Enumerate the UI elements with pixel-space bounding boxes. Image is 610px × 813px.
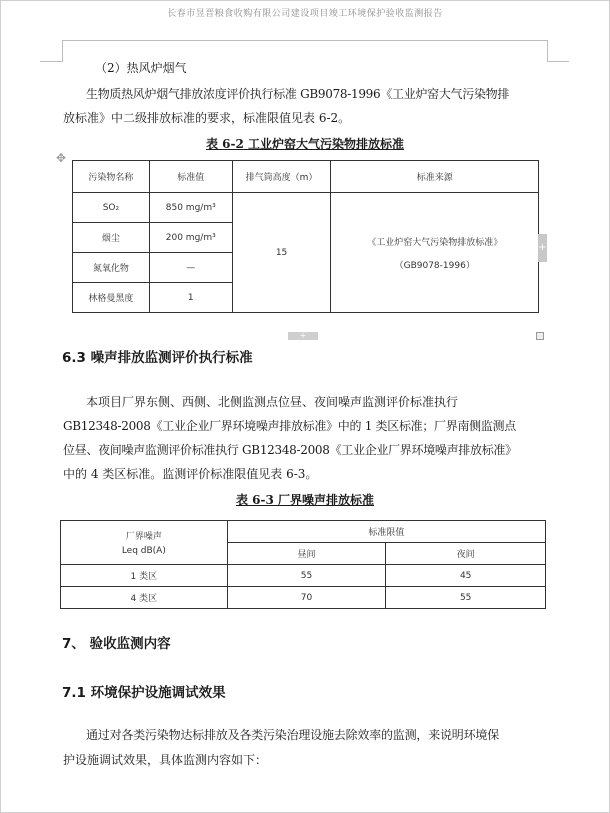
value-cell: 850 mg/m³ [149, 193, 232, 223]
paragraph-line: 位昼、夜间噪声监测评价标准执行 GB12348-2008《工业企业厂界环境噪声排放标准》 [63, 443, 517, 457]
header-line: 厂界噪声 [125, 532, 162, 542]
paragraph-line: 本项目厂界东侧、西侧、北侧监测点位昼、夜间噪声监测评价标准执行 [86, 395, 459, 409]
value-cell: 200 mg/m³ [149, 223, 232, 253]
add-column-handle-icon[interactable]: + [538, 234, 547, 262]
crop-mark-top-left-h [40, 61, 62, 62]
table-header-row [61, 521, 546, 543]
table-resize-handle-icon[interactable] [536, 332, 544, 340]
paragraph-line: 生物质热风炉烟气排放浓度评价执行标准 GB9078-1996《工业炉窑大气污染物排 [86, 87, 510, 101]
table-header-cell: 污染物名称 [73, 161, 150, 193]
source-line: （GB9078-1996） [394, 260, 475, 271]
paragraph-line: 护设施调试效果，具体监测内容如下： [63, 753, 268, 767]
stack-height-cell: 15 [232, 193, 331, 313]
value-cell: — [149, 253, 232, 283]
table-6-3 [60, 520, 546, 609]
paragraph-line: 中的 4 类区标准。监测评价标准限值见表 6-3。 [63, 467, 318, 481]
noise-metric-header [61, 521, 228, 565]
day-header: 昼间 [227, 543, 386, 565]
table-header-cell: 排气筒高度（m） [232, 161, 331, 193]
day-value-cell: 55 [227, 565, 386, 587]
zone-cell: 1 类区 [61, 565, 228, 587]
paragraph-line: 放标准》中二级排放标准的要求，标准限值见表 6-2。 [63, 111, 351, 125]
table-header-cell: 标准来源 [331, 161, 539, 193]
zone-cell: 4 类区 [61, 587, 228, 609]
day-value-cell: 70 [227, 587, 386, 609]
subheading-hot-air: （2）热风炉烟气 [95, 61, 187, 75]
running-header: 长春市昱晋粮食收购有限公司建设项目竣工环境保护验收监测报告 [167, 9, 443, 19]
night-value-cell: 45 [386, 565, 546, 587]
paragraph-line: 通过对各类污染物达标排放及各类污染治理设施去除效率的监测，来说明环境保 [86, 728, 500, 742]
night-value-cell: 55 [386, 587, 546, 609]
limits-header: 标准限值 [227, 521, 545, 543]
pollutant-cell: 氮氧化物 [73, 253, 150, 283]
table-row [61, 565, 546, 587]
crop-mark-top-left [62, 40, 63, 62]
paragraph-line: GB12348-2008《工业企业厂界环境噪声排放标准》中的 1 类区标准；厂界南侧监测点 [63, 419, 516, 433]
header-line: Leq dB(A) [121, 546, 166, 556]
section-6-3-heading: 6.3 噪声排放监测评价执行标准 [62, 350, 253, 366]
crop-mark-top-right-h [547, 61, 569, 62]
crop-mark-top-right [547, 40, 548, 62]
add-row-handle-icon[interactable]: + [288, 332, 318, 340]
standard-source-cell [331, 193, 539, 313]
source-line: 《工业炉窑大气污染物排放标准》 [367, 237, 503, 248]
table-6-2-caption: 表 6-2 工业炉窑大气污染物排放标准 [205, 137, 405, 151]
pollutant-cell: 烟尘 [73, 223, 150, 253]
table-row [61, 587, 546, 609]
header-rule [62, 40, 548, 41]
section-7-1-heading: 7.1 环境保护设施调试效果 [62, 685, 226, 701]
table-6-2 [72, 160, 539, 313]
table-header-cell: 标准值 [149, 161, 232, 193]
table-move-handle-icon[interactable]: ✥ [56, 151, 67, 165]
table-row [73, 193, 539, 223]
pollutant-cell: SO₂ [73, 193, 150, 223]
night-header: 夜间 [386, 543, 546, 565]
value-cell: 1 [149, 283, 232, 313]
table-header-row [73, 161, 539, 193]
section-7-heading: 7、 验收监测内容 [62, 636, 171, 652]
pollutant-cell: 林格曼黑度 [73, 283, 150, 313]
table-6-3-caption: 表 6-3 厂界噪声排放标准 [235, 493, 375, 507]
